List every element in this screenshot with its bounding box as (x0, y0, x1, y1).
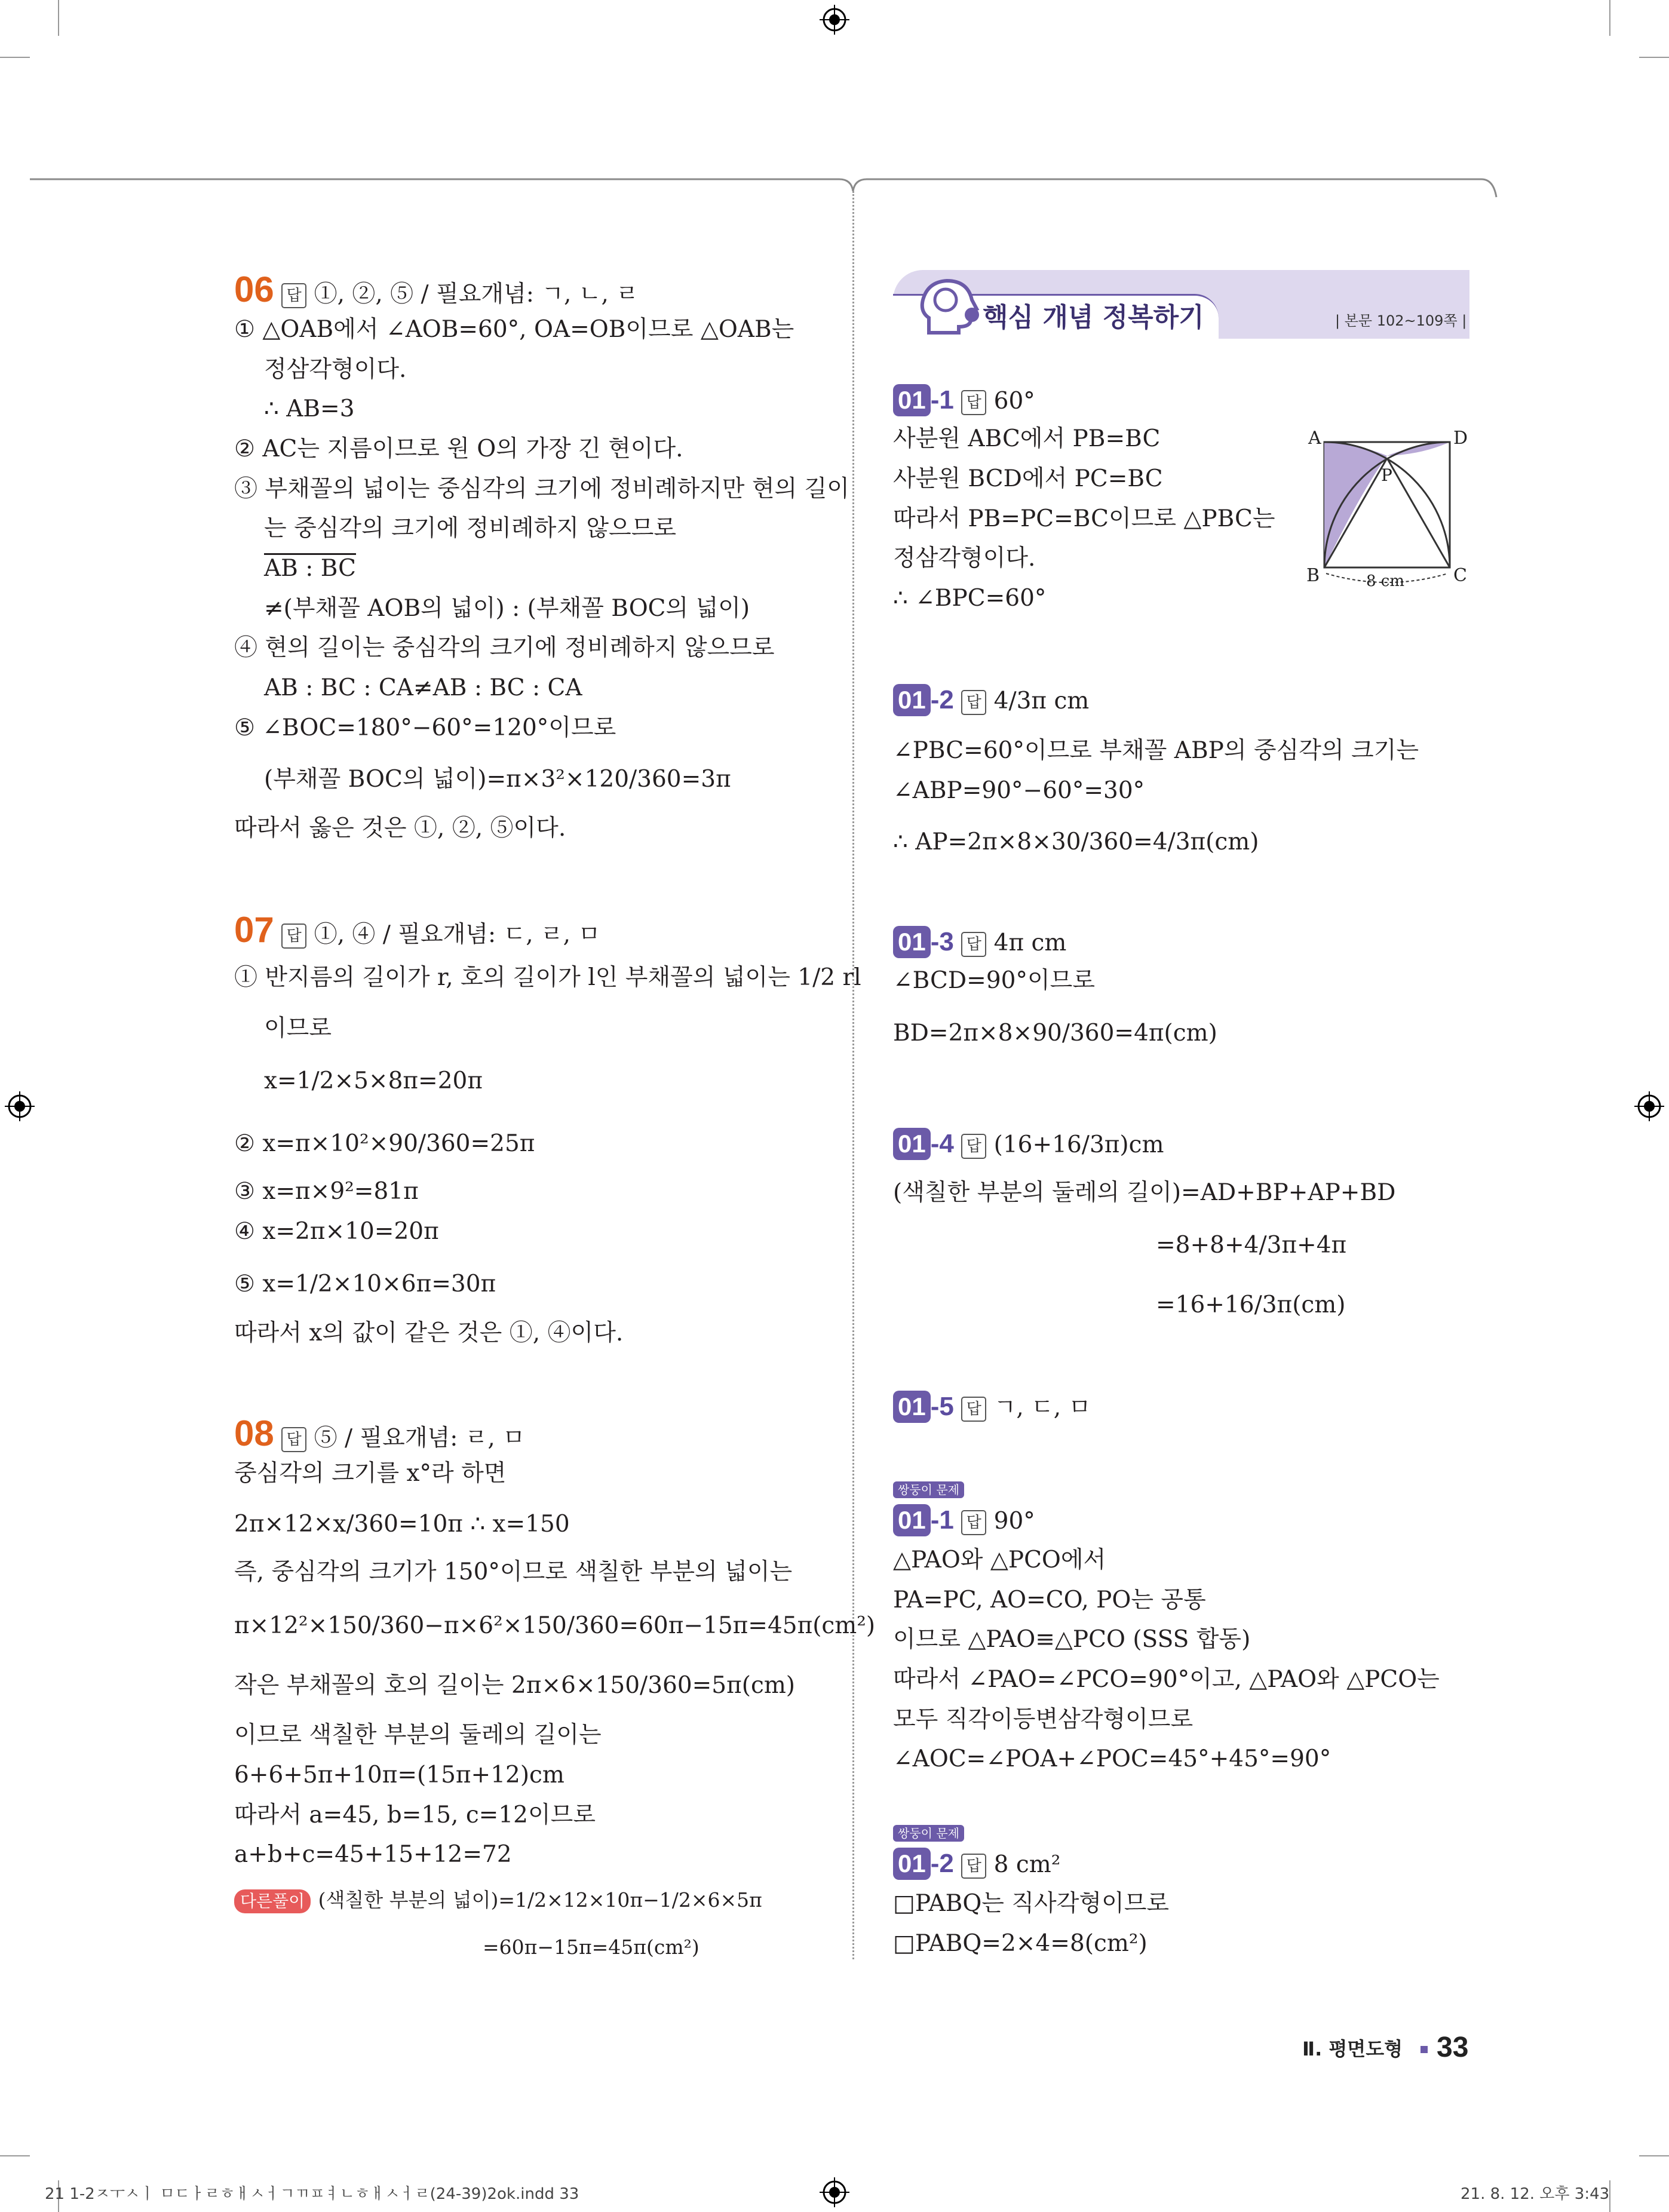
vertex-label: P (1381, 465, 1392, 485)
text-line: 중심각의 크기를 x°라 하면 (234, 1460, 507, 1487)
brain-head-icon (917, 276, 983, 339)
problem-01-1-header (893, 382, 1035, 419)
answer-text: ①, ②, ⑤ / 필요개념: ㄱ, ㄴ, ㄹ (314, 281, 639, 308)
problem-01-2-header (893, 682, 1089, 719)
text-line: AB : BC : CA≠AB : BC : CA (264, 674, 582, 701)
answer-icon: 답 (281, 283, 306, 308)
problem-suffix: -1 (930, 1505, 954, 1535)
text-line: 이므로 (264, 1015, 332, 1042)
crop-mark (0, 2155, 30, 2156)
file-info: 21 1-2ㅈㅜㅅㅣ ㅁㄷㅏㄹㅎㅐㅅㅓㄱㄲㅍㅕㄴㅎㅐㅅㅓㄹ(24-39)2ok.indd 33 (45, 2185, 579, 2203)
problem-number: 08 (234, 1413, 274, 1453)
alt-solution-badge: 다른풀이 (234, 1889, 311, 1913)
problem-label: 01 (893, 1848, 931, 1880)
vertex-label: B (1306, 565, 1320, 586)
answer-text: 90° (993, 1508, 1035, 1535)
text-line: ∴ AB=3 (264, 395, 355, 422)
problem-suffix: -1 (930, 385, 954, 415)
answer-text: ①, ④ / 필요개념: ㄷ, ㄹ, ㅁ (314, 921, 601, 948)
text-line: ① △OAB에서 ∠AOB=60°, OA=OB이므로 △OAB는 (234, 316, 794, 343)
problem-label: 01 (893, 1504, 931, 1536)
text-line: 즉, 중심각의 크기가 150°이므로 색칠한 부분의 넓이는 (234, 1558, 793, 1585)
registration-mark-icon (5, 1091, 35, 1121)
problem-label: 01 (893, 926, 931, 958)
chapter-label: Ⅱ. 평면도형 (1302, 2038, 1403, 2060)
answer-text: 60° (993, 388, 1035, 415)
text-line: 이므로 색칠한 부분의 둘레의 길이는 (234, 1722, 602, 1748)
text-line: ≠(부채꼴 AOB의 넓이) : (부채꼴 BOC의 넓이) (264, 595, 750, 622)
vertex-label: A (1308, 428, 1321, 449)
twin-problem-tag (893, 1481, 964, 1498)
answer-icon: 답 (961, 1134, 986, 1159)
section-banner (893, 270, 1469, 342)
square-arcs-figure (1299, 421, 1478, 594)
answer-icon: 답 (281, 1427, 306, 1452)
problem-01-5-header (893, 1389, 1091, 1426)
text-line: ③ 부채꼴의 넓이는 중심각의 크기에 정비례하지만 현의 길이 (234, 475, 849, 502)
crop-mark (1639, 57, 1669, 58)
problem-01-3-header (893, 924, 1066, 961)
problem-suffix: -5 (930, 1392, 954, 1421)
text-line: ① 반지름의 길이가 r, 호의 길이가 l인 부채꼴의 넓이는 1/2 rl (234, 964, 861, 991)
crop-mark (1639, 2155, 1669, 2156)
text-line: x=1/2×5×8π=20π (264, 1067, 483, 1094)
problem-number: 06 (234, 269, 274, 309)
page-reference: | 본문 102~109쪽 | (1335, 312, 1467, 329)
twin-01-2-header (893, 1846, 1060, 1883)
problem-08-header (234, 1413, 525, 1459)
text-line: =16+16/3π(cm) (1156, 1291, 1346, 1318)
text-line: π×12²×150/360−π×6²×150/360=60π−15π=45π(cm²) (234, 1612, 876, 1639)
problem-label: 01 (893, 1391, 931, 1423)
text-line: 정삼각형이다. (893, 545, 1036, 572)
text-line: ④ x=2π×10=20π (234, 1218, 439, 1245)
text-line: ② x=π×10²×90/360=25π (234, 1130, 535, 1157)
text-line: ∴ ∠BPC=60° (893, 585, 1047, 612)
text-line: 사분원 ABC에서 PB=BC (893, 425, 1161, 452)
text-line: =60π−15π=45π(cm²) (483, 1935, 699, 1959)
crop-mark (0, 57, 30, 58)
text-line: AB : BC (264, 555, 356, 582)
answer-icon: 답 (281, 924, 306, 949)
text-line: BD=2π×8×90/360=4π(cm) (893, 1020, 1217, 1047)
problem-label: 01 (893, 1128, 931, 1160)
answer-icon: 답 (961, 1397, 986, 1422)
answer-text: 4/3π cm (993, 688, 1090, 714)
text-line: △PAO와 △PCO에서 (893, 1547, 1106, 1573)
problem-suffix: -2 (930, 685, 954, 714)
problem-suffix: -4 (930, 1129, 954, 1158)
text-line: ② AC는 지름이므로 원 O의 가장 긴 현이다. (234, 435, 683, 462)
side-length-label: 8 cm (1366, 572, 1405, 590)
text-line: ∠ABP=90°−60°=30° (893, 777, 1145, 804)
registration-mark-icon (1634, 1091, 1664, 1121)
answer-text: 4π cm (993, 929, 1067, 956)
text-line: ∠AOC=∠POA+∠POC=45°+45°=90° (893, 1745, 1331, 1772)
problem-label: 01 (893, 384, 931, 416)
text-line: 6+6+5π+10π=(15π+12)cm (234, 1762, 564, 1788)
footer-square-icon (1421, 2046, 1428, 2053)
text-line: 따라서 ∠PAO=∠PCO=90°이고, △PAO와 △PCO는 (893, 1666, 1440, 1693)
text-line: □PABQ는 직사각형이므로 (893, 1890, 1170, 1917)
problem-07-header (234, 909, 600, 956)
text-line: 사분원 BCD에서 PC=BC (893, 465, 1163, 492)
problem-01-4-header (893, 1126, 1164, 1163)
answer-icon: 답 (961, 390, 986, 415)
registration-mark-icon (820, 5, 849, 35)
banner-title: 핵심 개념 정복하기 (983, 302, 1204, 333)
answer-text: (16+16/3π)cm (993, 1131, 1164, 1158)
text-line: ③ x=π×9²=81π (234, 1178, 419, 1205)
text-line: 따라서 a=45, b=15, c=12이므로 (234, 1802, 596, 1828)
problem-label: 01 (893, 684, 931, 716)
answer-icon: 답 (961, 932, 986, 957)
page-frame (0, 173, 1669, 221)
text-line: 모두 직각이등변삼각형이므로 (893, 1706, 1194, 1733)
text-line: =8+8+4/3π+4π (1156, 1232, 1347, 1259)
vertex-label: D (1453, 428, 1468, 449)
answer-text: ㄱ, ㄷ, ㅁ (993, 1394, 1091, 1421)
text-line: ④ 현의 길이는 중심각의 크기에 정비례하지 않으므로 (234, 634, 775, 661)
twin-01-1-header (893, 1502, 1035, 1539)
text-line: ⑤ x=1/2×10×6π=30π (234, 1271, 496, 1297)
text-line: (부채꼴 BOC의 넓이)=π×3²×120/360=3π (264, 766, 731, 793)
text-line: PA=PC, AO=CO, PO는 공통 (893, 1587, 1206, 1613)
text-line: 는 중심각의 크기에 정비례하지 않으므로 (264, 515, 677, 542)
text-line: ∠PBC=60°이므로 부채꼴 ABP의 중심각의 크기는 (893, 737, 1419, 764)
alt-solution-line (234, 1885, 762, 1915)
text-line: a+b+c=45+15+12=72 (234, 1841, 512, 1868)
text-line: 따라서 x의 값이 같은 것은 ①, ④이다. (234, 1320, 624, 1346)
problem-06-header (234, 269, 639, 315)
column-divider (852, 191, 854, 1959)
text-line: 따라서 옳은 것은 ①, ②, ⑤이다. (234, 815, 566, 842)
text-line: ∴ AP=2π×8×30/360=4/3π(cm) (893, 829, 1259, 855)
problem-suffix: -2 (930, 1849, 954, 1878)
text-line: 작은 부채꼴의 호의 길이는 2π×6×150/360=5π(cm) (234, 1672, 796, 1699)
registration-mark-icon (820, 2177, 849, 2207)
problem-number: 07 (234, 910, 274, 950)
text-line: ∠BCD=90°이므로 (893, 967, 1095, 994)
answer-icon: 답 (961, 690, 986, 715)
vertex-label: C (1453, 565, 1467, 586)
problem-suffix: -3 (930, 927, 954, 956)
text-line: 따라서 PB=PC=BC이므로 △PBC는 (893, 505, 1275, 532)
text-line: 이므로 △PAO≡△PCO (SSS 합동) (893, 1626, 1251, 1653)
crop-mark (1609, 0, 1610, 36)
text-line: ⑤ ∠BOC=180°−60°=120°이므로 (234, 714, 616, 741)
text-line: 2π×12×x/360=10π ∴ x=150 (234, 1511, 570, 1538)
answer-icon: 답 (961, 1510, 986, 1535)
twin-problem-tag (893, 1825, 964, 1842)
answer-text: 8 cm² (993, 1851, 1061, 1878)
crop-mark (1609, 2180, 1610, 2212)
print-date: 21. 8. 12. 오후 3:43 (1461, 2185, 1610, 2203)
text-line: □PABQ=2×4=8(cm²) (893, 1930, 1148, 1957)
twin-tag: 쌍둥이 문제 (893, 1825, 964, 1842)
text-line: (색칠한 부분의 둘레의 길이)=AD+BP+AP+BD (893, 1179, 1396, 1206)
alt-solution-text: (색칠한 부분의 넓이)=1/2×12×10π−1/2×6×5π (318, 1888, 762, 1912)
answer-text: ⑤ / 필요개념: ㄹ, ㅁ (314, 1425, 525, 1452)
page-number: 33 (1437, 2032, 1469, 2063)
text-line: 정삼각형이다. (264, 356, 407, 383)
answer-icon: 답 (961, 1854, 986, 1879)
crop-mark (58, 0, 59, 36)
twin-tag: 쌍둥이 문제 (893, 1481, 964, 1498)
